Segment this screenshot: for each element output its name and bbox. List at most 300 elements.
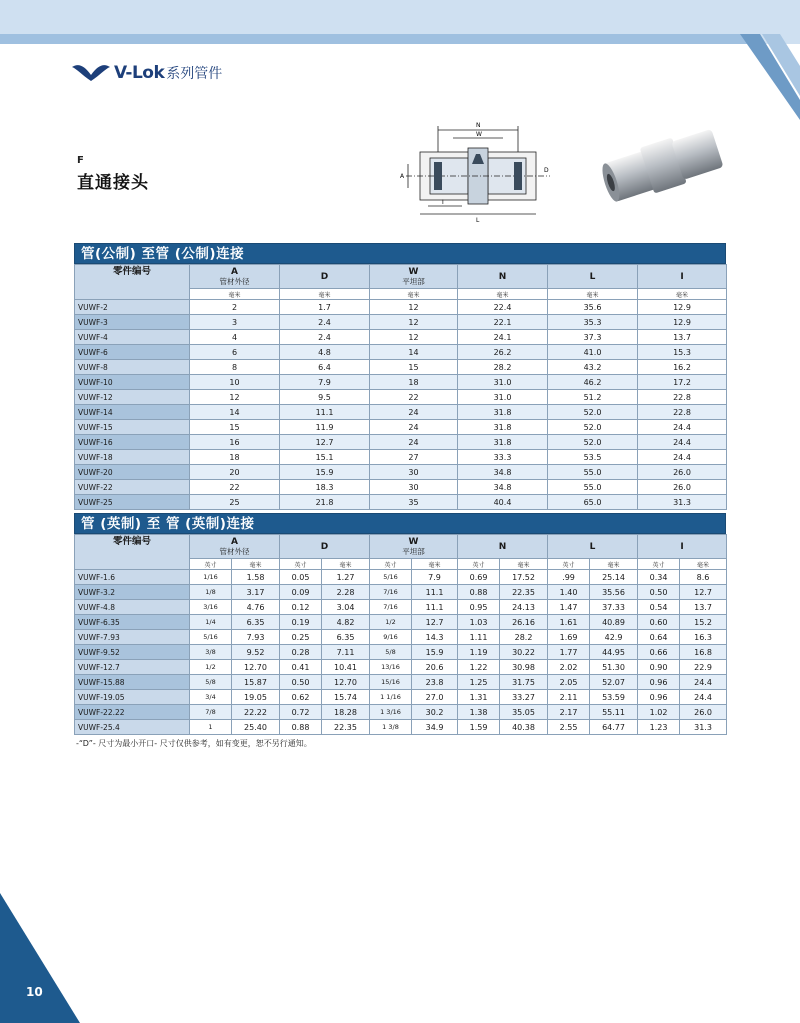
table-cell: 15.9 bbox=[280, 465, 370, 480]
table-cell: 0.95 bbox=[458, 600, 500, 615]
fitting-product-photo bbox=[595, 112, 727, 212]
dim-label-w: W bbox=[476, 131, 482, 138]
table-cell: 10 bbox=[190, 375, 280, 390]
table-cell: 0.50 bbox=[280, 675, 322, 690]
col-header-w-sub: 平坦部 bbox=[402, 276, 425, 286]
table-cell: 12.70 bbox=[322, 675, 370, 690]
table-cell: 24.4 bbox=[680, 690, 727, 705]
part-number-cell: VUWF-18 bbox=[75, 450, 190, 465]
table-cell: 35.56 bbox=[590, 585, 638, 600]
dim-label-i: I bbox=[442, 199, 444, 206]
part-number-cell: VUWF-19.05 bbox=[75, 690, 190, 705]
table-cell: 3.04 bbox=[322, 600, 370, 615]
table-cell: 0.66 bbox=[638, 645, 680, 660]
table-row bbox=[75, 615, 727, 630]
table-cell: 0.50 bbox=[638, 585, 680, 600]
unit-label: 英寸 bbox=[458, 559, 500, 570]
corner-decoration bbox=[740, 0, 800, 120]
table-cell: 24.1 bbox=[458, 330, 548, 345]
unit-label: 英寸 bbox=[190, 559, 232, 570]
table-cell: 1 bbox=[190, 720, 232, 735]
part-number-cell: VUWF-25.4 bbox=[75, 720, 190, 735]
table-cell: 11.1 bbox=[412, 600, 458, 615]
table-cell: 1/8 bbox=[190, 585, 232, 600]
part-number-cell: VUWF-20 bbox=[75, 465, 190, 480]
table-cell: 1.23 bbox=[638, 720, 680, 735]
table-row bbox=[75, 345, 727, 360]
table-cell: 18 bbox=[370, 375, 458, 390]
table-cell: 9.52 bbox=[232, 645, 280, 660]
table-cell: 19.05 bbox=[232, 690, 280, 705]
logo-wing-icon bbox=[72, 63, 110, 83]
table-cell: 2.4 bbox=[280, 315, 370, 330]
unit-label: 毫米 bbox=[500, 559, 548, 570]
dim-label-l: L bbox=[476, 217, 480, 224]
table-cell: 3 bbox=[190, 315, 280, 330]
table-cell: 1.03 bbox=[458, 615, 500, 630]
table-cell: 18 bbox=[190, 450, 280, 465]
table-cell: 0.64 bbox=[638, 630, 680, 645]
table-cell: 15.1 bbox=[280, 450, 370, 465]
table-cell: 3/4 bbox=[190, 690, 232, 705]
table-cell: 22.35 bbox=[322, 720, 370, 735]
table-row bbox=[75, 705, 727, 720]
part-number-cell: VUWF-15 bbox=[75, 420, 190, 435]
header-accent-band bbox=[0, 34, 760, 44]
part-number-cell: VUWF-7.93 bbox=[75, 630, 190, 645]
part-number-cell: VUWF-9.52 bbox=[75, 645, 190, 660]
table-cell: 28.2 bbox=[500, 630, 548, 645]
col-header-a bbox=[190, 265, 280, 289]
table-cell: 2.17 bbox=[548, 705, 590, 720]
unit-label: 毫米 bbox=[412, 559, 458, 570]
table-cell: 53.5 bbox=[548, 450, 638, 465]
section-title: 直通接头 bbox=[77, 173, 149, 193]
table-cell: 14.3 bbox=[412, 630, 458, 645]
table-cell: 1.27 bbox=[322, 570, 370, 585]
col-header-a-label: A bbox=[231, 536, 238, 547]
table-cell: 3/16 bbox=[190, 600, 232, 615]
col-header-w-sub: 平坦部 bbox=[402, 546, 425, 556]
table-cell: 51.2 bbox=[548, 390, 638, 405]
table-cell: 31.8 bbox=[458, 405, 548, 420]
table-cell: 18.28 bbox=[322, 705, 370, 720]
table-cell: 1.19 bbox=[458, 645, 500, 660]
table-cell: 12 bbox=[190, 390, 280, 405]
table-cell: 22.22 bbox=[232, 705, 280, 720]
col-header-l: L bbox=[548, 265, 638, 289]
table-cell: 8 bbox=[190, 360, 280, 375]
table-cell: 34.8 bbox=[458, 465, 548, 480]
table-cell: 16.8 bbox=[680, 645, 727, 660]
table-cell: 3/8 bbox=[190, 645, 232, 660]
table-row bbox=[75, 675, 727, 690]
part-number-cell: VUWF-3.2 bbox=[75, 585, 190, 600]
table-cell: 17.52 bbox=[500, 570, 548, 585]
col-header-a-sub: 管材外径 bbox=[219, 546, 250, 556]
col-header-d: D bbox=[280, 535, 370, 559]
table-cell: 12.7 bbox=[412, 615, 458, 630]
fitting-cross-section-drawing bbox=[398, 118, 558, 228]
table-row bbox=[75, 315, 727, 330]
table-cell: 22 bbox=[370, 390, 458, 405]
part-number-cell: VUWF-1.6 bbox=[75, 570, 190, 585]
unit-label: 毫米 bbox=[590, 559, 638, 570]
table-cell: 22.9 bbox=[680, 660, 727, 675]
metric-table-section bbox=[74, 243, 726, 510]
table-cell: 33.27 bbox=[500, 690, 548, 705]
table-cell: 25 bbox=[190, 495, 280, 510]
table-cell: 12.9 bbox=[638, 300, 727, 315]
table-cell: 0.88 bbox=[458, 585, 500, 600]
table-cell: 0.09 bbox=[280, 585, 322, 600]
col-header-a-sub: 管材外径 bbox=[219, 276, 250, 286]
table-cell: 35.3 bbox=[548, 315, 638, 330]
table-cell: 22.35 bbox=[500, 585, 548, 600]
unit-label: 毫米 bbox=[190, 289, 280, 300]
table-cell: 28.2 bbox=[458, 360, 548, 375]
table-cell: 55.0 bbox=[548, 465, 638, 480]
table-cell: 1/2 bbox=[190, 660, 232, 675]
table-cell: 1.61 bbox=[548, 615, 590, 630]
part-number-cell: VUWF-10 bbox=[75, 375, 190, 390]
table-cell: 55.11 bbox=[590, 705, 638, 720]
table-cell: 26.16 bbox=[500, 615, 548, 630]
table-cell: 2.11 bbox=[548, 690, 590, 705]
table-cell: 1.40 bbox=[548, 585, 590, 600]
table-cell: 16 bbox=[190, 435, 280, 450]
imperial-table bbox=[74, 534, 727, 735]
table-cell: 40.4 bbox=[458, 495, 548, 510]
table-row bbox=[75, 390, 727, 405]
table-cell: 7.9 bbox=[412, 570, 458, 585]
table-cell: 2.55 bbox=[548, 720, 590, 735]
table-cell: 21.8 bbox=[280, 495, 370, 510]
part-number-cell: VUWF-12 bbox=[75, 390, 190, 405]
table-cell: 1.11 bbox=[458, 630, 500, 645]
unit-label: 毫米 bbox=[458, 289, 548, 300]
table-cell: 9/16 bbox=[370, 630, 412, 645]
table-cell: 20 bbox=[190, 465, 280, 480]
table-cell: 1.59 bbox=[458, 720, 500, 735]
metric-table-title: 管(公制) 至管 (公制)连接 bbox=[74, 243, 726, 264]
part-number-cell: VUWF-25 bbox=[75, 495, 190, 510]
part-number-cell: VUWF-22 bbox=[75, 480, 190, 495]
table-cell: 1.31 bbox=[458, 690, 500, 705]
table-cell: 34.9 bbox=[412, 720, 458, 735]
table-cell: 22.8 bbox=[638, 405, 727, 420]
part-number-cell: VUWF-14 bbox=[75, 405, 190, 420]
table-cell: 35.05 bbox=[500, 705, 548, 720]
table-row bbox=[75, 645, 727, 660]
table-cell: 35 bbox=[370, 495, 458, 510]
table-cell: 43.2 bbox=[548, 360, 638, 375]
part-number-cell: VUWF-16 bbox=[75, 435, 190, 450]
table-cell: 6.35 bbox=[232, 615, 280, 630]
table-cell: 1 1/16 bbox=[370, 690, 412, 705]
col-header-w-label: W bbox=[408, 536, 419, 547]
table-cell: 9.5 bbox=[280, 390, 370, 405]
table-row bbox=[75, 495, 727, 510]
col-header-a bbox=[190, 535, 280, 559]
table-cell: 12.7 bbox=[680, 585, 727, 600]
table-cell: 17.2 bbox=[638, 375, 727, 390]
imperial-table-section bbox=[74, 513, 726, 735]
table-cell: 6.4 bbox=[280, 360, 370, 375]
table-cell: 20.6 bbox=[412, 660, 458, 675]
col-header-d: D bbox=[280, 265, 370, 289]
table-cell: 0.25 bbox=[280, 630, 322, 645]
table-cell: 18.3 bbox=[280, 480, 370, 495]
table-cell: 12 bbox=[370, 330, 458, 345]
table-cell: 0.28 bbox=[280, 645, 322, 660]
table-cell: 1.25 bbox=[458, 675, 500, 690]
table-cell: 12.70 bbox=[232, 660, 280, 675]
table-cell: 11.9 bbox=[280, 420, 370, 435]
table-row bbox=[75, 585, 727, 600]
table-row bbox=[75, 690, 727, 705]
col-header-w-label: W bbox=[408, 266, 419, 277]
table-cell: 4 bbox=[190, 330, 280, 345]
table-row bbox=[75, 660, 727, 675]
table-cell: 0.12 bbox=[280, 600, 322, 615]
table-cell: 1.77 bbox=[548, 645, 590, 660]
table-cell: 16.3 bbox=[680, 630, 727, 645]
brand-logo bbox=[72, 60, 222, 86]
table-cell: 24.4 bbox=[638, 420, 727, 435]
table-cell: 52.0 bbox=[548, 405, 638, 420]
table-cell: 55.0 bbox=[548, 480, 638, 495]
table-cell: 8.6 bbox=[680, 570, 727, 585]
table-cell: 31.3 bbox=[680, 720, 727, 735]
dim-label-n: N bbox=[476, 122, 481, 129]
table-cell: 1.69 bbox=[548, 630, 590, 645]
table-cell: 52.0 bbox=[548, 420, 638, 435]
col-header-i: I bbox=[638, 265, 727, 289]
col-header-part-no: 零件编号 bbox=[75, 265, 190, 300]
table-cell: 31.75 bbox=[500, 675, 548, 690]
part-number-cell: VUWF-3 bbox=[75, 315, 190, 330]
table-cell: 0.54 bbox=[638, 600, 680, 615]
table-cell: 0.90 bbox=[638, 660, 680, 675]
unit-label: 毫米 bbox=[232, 559, 280, 570]
table-cell: 14 bbox=[190, 405, 280, 420]
table-cell: 0.88 bbox=[280, 720, 322, 735]
part-number-cell: VUWF-6.35 bbox=[75, 615, 190, 630]
table-cell: 30.2 bbox=[412, 705, 458, 720]
table-cell: 14 bbox=[370, 345, 458, 360]
table-row bbox=[75, 570, 727, 585]
table-cell: 7.93 bbox=[232, 630, 280, 645]
table-cell: 42.9 bbox=[590, 630, 638, 645]
table-cell: 0.96 bbox=[638, 675, 680, 690]
table-cell: 35.6 bbox=[548, 300, 638, 315]
table-cell: 30 bbox=[370, 480, 458, 495]
unit-label: 英寸 bbox=[638, 559, 680, 570]
table-cell: 1.02 bbox=[638, 705, 680, 720]
table-cell: 0.69 bbox=[458, 570, 500, 585]
table-row bbox=[75, 630, 727, 645]
table-cell: 7.11 bbox=[322, 645, 370, 660]
table-cell: 33.3 bbox=[458, 450, 548, 465]
table-row bbox=[75, 300, 727, 315]
table-cell: 7/16 bbox=[370, 585, 412, 600]
table-cell: 12 bbox=[370, 300, 458, 315]
table-cell: 41.0 bbox=[548, 345, 638, 360]
metric-table bbox=[74, 264, 727, 510]
table-cell: 26.0 bbox=[638, 465, 727, 480]
table-cell: 65.0 bbox=[548, 495, 638, 510]
table-cell: 7/16 bbox=[370, 600, 412, 615]
table-cell: 0.19 bbox=[280, 615, 322, 630]
table-cell: 31.8 bbox=[458, 420, 548, 435]
table-cell: 3.17 bbox=[232, 585, 280, 600]
table-cell: 2.02 bbox=[548, 660, 590, 675]
table-cell: 27.0 bbox=[412, 690, 458, 705]
table-cell: 7/8 bbox=[190, 705, 232, 720]
table-cell: 22.8 bbox=[638, 390, 727, 405]
table-cell: 4.8 bbox=[280, 345, 370, 360]
part-number-cell: VUWF-6 bbox=[75, 345, 190, 360]
table-cell: 25.14 bbox=[590, 570, 638, 585]
table-cell: 25.40 bbox=[232, 720, 280, 735]
table-row bbox=[75, 720, 727, 735]
table-cell: 24.4 bbox=[680, 675, 727, 690]
unit-label: 毫米 bbox=[638, 289, 727, 300]
unit-label: 英寸 bbox=[548, 559, 590, 570]
table-row bbox=[75, 465, 727, 480]
table-cell: 27 bbox=[370, 450, 458, 465]
table-cell: 4.76 bbox=[232, 600, 280, 615]
table-cell: 26.2 bbox=[458, 345, 548, 360]
table-cell: 24.4 bbox=[638, 450, 727, 465]
table-cell: 24.13 bbox=[500, 600, 548, 615]
table-cell: 1 3/8 bbox=[370, 720, 412, 735]
table-cell: 46.2 bbox=[548, 375, 638, 390]
table-cell: 5/16 bbox=[190, 630, 232, 645]
table-cell: 0.62 bbox=[280, 690, 322, 705]
dim-label-d: D bbox=[544, 167, 549, 174]
table-cell: 1/4 bbox=[190, 615, 232, 630]
table-cell: 2.05 bbox=[548, 675, 590, 690]
table-row bbox=[75, 435, 727, 450]
col-header-w bbox=[370, 535, 458, 559]
page-number: 10 bbox=[26, 985, 43, 999]
col-header-part-no: 零件编号 bbox=[75, 535, 190, 570]
table-row bbox=[75, 480, 727, 495]
part-number-cell: VUWF-8 bbox=[75, 360, 190, 375]
table-cell: 6.35 bbox=[322, 630, 370, 645]
table-cell: 1.22 bbox=[458, 660, 500, 675]
col-header-w bbox=[370, 265, 458, 289]
table-cell: 31.3 bbox=[638, 495, 727, 510]
unit-label: 毫米 bbox=[370, 289, 458, 300]
table-cell: 13.7 bbox=[680, 600, 727, 615]
table-cell: 5/8 bbox=[370, 645, 412, 660]
table-cell: 44.95 bbox=[590, 645, 638, 660]
table-cell: 53.59 bbox=[590, 690, 638, 705]
table-row bbox=[75, 360, 727, 375]
dim-label-a: A bbox=[400, 173, 405, 180]
table-row bbox=[75, 375, 727, 390]
table-row bbox=[75, 450, 727, 465]
part-number-cell: VUWF-4.8 bbox=[75, 600, 190, 615]
col-header-n: N bbox=[458, 535, 548, 559]
table-cell: 2.28 bbox=[322, 585, 370, 600]
table-row bbox=[75, 405, 727, 420]
table-cell: 7.9 bbox=[280, 375, 370, 390]
table-cell: 13/16 bbox=[370, 660, 412, 675]
table-cell: 22.1 bbox=[458, 315, 548, 330]
table-cell: 30.98 bbox=[500, 660, 548, 675]
table-cell: 16.2 bbox=[638, 360, 727, 375]
table-cell: 13.7 bbox=[638, 330, 727, 345]
table-cell: 31.8 bbox=[458, 435, 548, 450]
col-header-a-label: A bbox=[231, 266, 238, 277]
table-cell: 26.0 bbox=[638, 480, 727, 495]
table-cell: 10.41 bbox=[322, 660, 370, 675]
table-cell: 24.4 bbox=[638, 435, 727, 450]
table-cell: 12.7 bbox=[280, 435, 370, 450]
footnote: -“D”- 尺寸为最小开口- 尺寸仅供参考，如有变更，恕不另行通知。 bbox=[76, 739, 312, 748]
unit-label: 毫米 bbox=[280, 289, 370, 300]
table-cell: 6 bbox=[190, 345, 280, 360]
footer-decoration bbox=[0, 893, 80, 1023]
table-cell: 30.22 bbox=[500, 645, 548, 660]
table-cell: 15.2 bbox=[680, 615, 727, 630]
part-number-cell: VUWF-4 bbox=[75, 330, 190, 345]
table-cell: 15.3 bbox=[638, 345, 727, 360]
table-cell: 5/16 bbox=[370, 570, 412, 585]
imperial-table-title: 管 (英制) 至 管 (英制)连接 bbox=[74, 513, 726, 534]
table-cell: 15.87 bbox=[232, 675, 280, 690]
table-cell: 0.05 bbox=[280, 570, 322, 585]
table-cell: 31.0 bbox=[458, 390, 548, 405]
table-row bbox=[75, 420, 727, 435]
col-header-n: N bbox=[458, 265, 548, 289]
col-header-i: I bbox=[638, 535, 727, 559]
unit-label: 毫米 bbox=[680, 559, 727, 570]
logo-text: V-Lok bbox=[114, 63, 165, 83]
table-cell: 37.3 bbox=[548, 330, 638, 345]
table-cell: 0.34 bbox=[638, 570, 680, 585]
table-cell: 26.0 bbox=[680, 705, 727, 720]
table-cell: 51.30 bbox=[590, 660, 638, 675]
logo-subtitle: 系列管件 bbox=[166, 66, 223, 82]
table-cell: 52.07 bbox=[590, 675, 638, 690]
table-cell: 1/2 bbox=[370, 615, 412, 630]
table-cell: 40.89 bbox=[590, 615, 638, 630]
table-row bbox=[75, 330, 727, 345]
part-number-cell: VUWF-2 bbox=[75, 300, 190, 315]
table-row bbox=[75, 600, 727, 615]
unit-label: 英寸 bbox=[280, 559, 322, 570]
table-cell: 24 bbox=[370, 405, 458, 420]
table-cell: 40.38 bbox=[500, 720, 548, 735]
table-cell: 2.4 bbox=[280, 330, 370, 345]
table-cell: 11.1 bbox=[280, 405, 370, 420]
table-cell: 5/8 bbox=[190, 675, 232, 690]
table-cell: 15.9 bbox=[412, 645, 458, 660]
table-cell: 15 bbox=[190, 420, 280, 435]
part-number-cell: VUWF-12.7 bbox=[75, 660, 190, 675]
col-header-l: L bbox=[548, 535, 638, 559]
part-number-cell: VUWF-22.22 bbox=[75, 705, 190, 720]
table-cell: 1 3/16 bbox=[370, 705, 412, 720]
table-cell: .99 bbox=[548, 570, 590, 585]
table-cell: 1.7 bbox=[280, 300, 370, 315]
table-cell: 22.4 bbox=[458, 300, 548, 315]
